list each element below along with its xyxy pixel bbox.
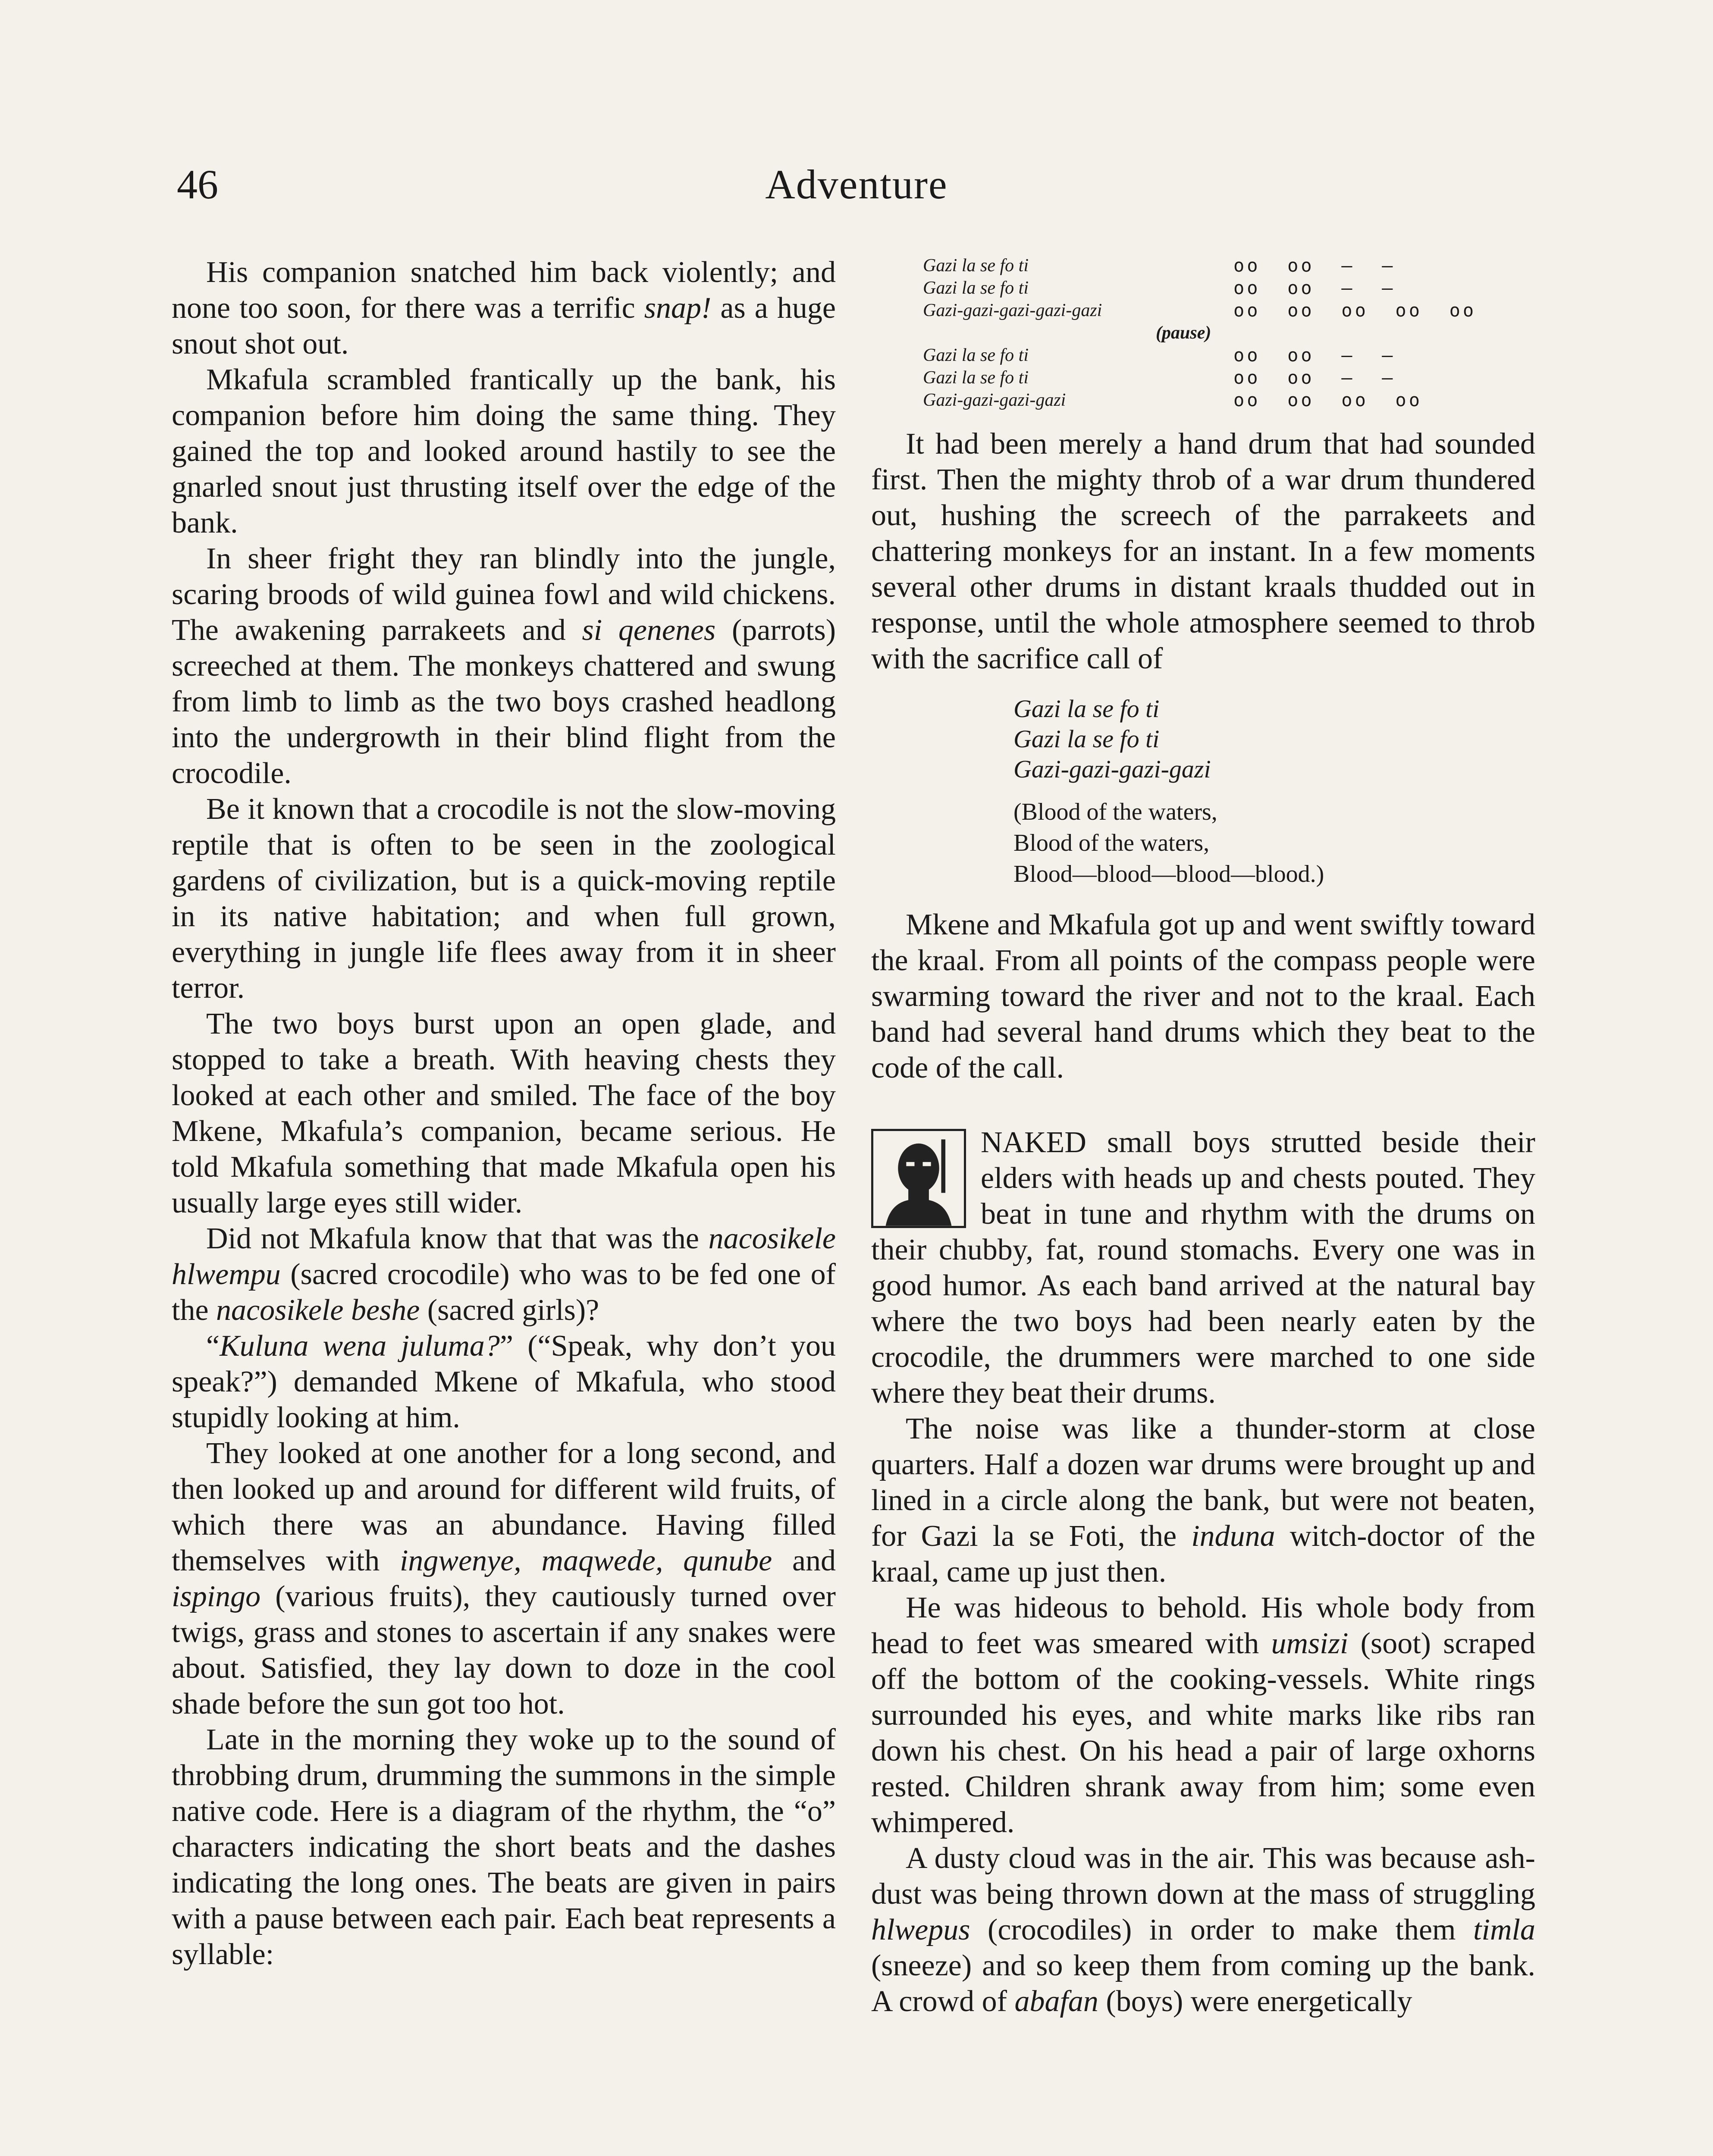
- paragraph: His companion snatched him back violently; and none too soon, for there was a terrific snap! as a huge snout shot out.: [172, 256, 836, 360]
- paragraph: He was hideous to behold. His whole body from head to feet was smeared with umsizi (soot) scraped off the bottom of the cooking-vessels. White rings surrounded his eyes, and white marks like ribs ran down his chest. On his head a pair of large oxhorns rested. Children shrank away from him; some even whimpered.: [871, 1591, 1535, 1839]
- rhythm-row: [923, 389, 1535, 411]
- rhythm-syllables: Gazi la se fo ti: [923, 345, 1029, 365]
- chant-block: [1013, 694, 1535, 890]
- rhythm-beats: oo oo oo oo: [1233, 389, 1423, 411]
- portrait-icon: [871, 1129, 966, 1228]
- paragraph: Mkafula scrambled frantically up the bank, his companion before him doing the same thing. They gained the top and looked around hastily to see the gnarled snout just thrusting itself over the edge of the bank.: [172, 363, 836, 539]
- chant-line: Gazi la se fo ti: [1013, 695, 1160, 723]
- rhythm-beats: oo oo — —: [1233, 277, 1396, 298]
- left-column: [172, 254, 836, 1972]
- rhythm-syllables: Gazi-gazi-gazi-gazi: [923, 390, 1066, 410]
- rhythm-syllables: Gazi la se fo ti: [923, 368, 1029, 388]
- running-head: Adventure: [765, 161, 948, 207]
- chant-line: Gazi la se fo ti: [1013, 725, 1160, 753]
- rhythm-syllables: Gazi la se fo ti: [923, 278, 1029, 298]
- paragraph: In sheer fright they ran blindly into the jungle, scaring broods of wild guinea fowl and wild chickens. The awakening parrakeets and si qenenes (parrots) screeched at them. The monkeys chattered and swung from limb to limb as the two boys crashed headlong into the undergrowth in their blind flight from the crocodile.: [172, 542, 836, 790]
- rhythm-diagram: [923, 254, 1535, 411]
- rhythm-syllables: Gazi la se fo ti: [923, 256, 1029, 276]
- paragraph: A dusty cloud was in the air. This was because ash-dust was being thrown down at the mass of struggling hlwepus (crocodiles) in order to make them timla (sneeze) and so keep them from coming up the bank. A crowd of abafan (boys) were energetically: [871, 1842, 1535, 2018]
- rhythm-row: [923, 254, 1535, 277]
- rhythm-row: [923, 299, 1535, 322]
- rhythm-row: [923, 277, 1535, 299]
- right-column: [871, 254, 1535, 2019]
- rhythm-row: [923, 367, 1535, 389]
- chant-translation-line: Blood of the waters,: [1013, 830, 1210, 856]
- paragraph: Mkene and Mkafula got up and went swiftly toward the kraal. From all points of the compass people were swarming toward the river and not to the kraal. Each band had several hand drums which they beat to the code of the call.: [871, 908, 1535, 1084]
- paragraph: The two boys burst upon an open glade, and stopped to take a breath. With heaving chests they looked at each other and smiled. The face of the boy Mkene, Mkafula’s companion, became serious. He told Mkafula something that made Mkafula open his usually large eyes still wider.: [172, 1007, 836, 1219]
- rhythm-beats: oo oo — —: [1233, 255, 1396, 276]
- chant-line: Gazi-gazi-gazi-gazi: [1013, 755, 1211, 783]
- rhythm-row: [923, 344, 1535, 367]
- right-paragraphs-after-chant: [871, 907, 1535, 1086]
- rhythm-beats: oo oo — —: [1233, 367, 1396, 388]
- rhythm-beats: oo oo — —: [1233, 345, 1396, 366]
- rhythm-beats: oo oo oo oo oo: [1233, 300, 1477, 321]
- paragraph: The noise was like a thunder-storm at close quarters. Half a dozen war drums were brought up and lined in a circle along the bank, but were not beaten, for Gazi la se Foti, the induna witch-doctor of the kraal, came up just then.: [871, 1412, 1535, 1589]
- section-break: [871, 1125, 1535, 1411]
- paragraph: They looked at one another for a long second, and then looked up and around for different wild fruits, of which there was an abundance. Having filled themselves with ingwenye, maqwede, qunube and ispingo (various fruits), they cautiously turned over twigs, grass and stones to ascertain if any snakes were about. Satisfied, they lay down to doze in the cool shade before the sun got too hot.: [172, 1437, 836, 1720]
- paragraph: Be it known that a crocodile is not the slow-moving reptile that is often to be seen in the zoological gardens of civilization, but is a quick-moving reptile in its native habitation; and when full grown, everything in jungle life flees away from it in sheer terror.: [172, 793, 836, 1005]
- right-paragraphs-before-chant: [871, 426, 1535, 677]
- paragraph: “Kuluna wena juluma?” (“Speak, why don’t you speak?”) demanded Mkene of Mkafula, who stood stupidly looking at him.: [172, 1329, 836, 1434]
- rhythm-pause: (pause): [1156, 323, 1211, 343]
- rhythm-syllables: Gazi-gazi-gazi-gazi-gazi: [923, 301, 1102, 320]
- chant-translation-line: Blood—blood—blood—blood.): [1013, 861, 1324, 887]
- section-start-paragraph: NAKED small boys strutted beside their elders with heads up and chests pouted. They beat in tune and rhythm with the drums on their chubby, fat, round stomachs. Every one was in good humor. As each band arrived at the natural bay where the two boys had been nearly eaten by the crocodile, the drummers were marched to one side where they beat their drums.: [871, 1126, 1535, 1410]
- right-paragraphs-tail: [871, 1411, 1535, 2019]
- paragraph: Did not Mkafula know that that was the nacosikele hlwempu (sacred crocodile) who was to be fed one of the nacosikele beshe (sacred girls)?: [172, 1222, 836, 1327]
- page-number: 46: [177, 161, 218, 207]
- paragraph: Late in the morning they woke up to the sound of throbbing drum, drumming the summons in the simple native code. Here is a diagram of the rhythm, the “o” characters indicating the short beats and the dashes indicating the long ones. The beats are given in pairs with a pause between each pair. Each beat represents a syllable:: [172, 1723, 836, 1971]
- chant-translation-line: (Blood of the waters,: [1013, 799, 1217, 825]
- paragraph: It had been merely a hand drum that had sounded first. Then the mighty throb of a war drum thundered out, hushing the screech of the parrakeets and chattering monkeys for an instant. In a few moments several other drums in distant kraals thudded out in response, until the whole atmosphere seemed to throb with the sacrifice call of: [871, 427, 1535, 675]
